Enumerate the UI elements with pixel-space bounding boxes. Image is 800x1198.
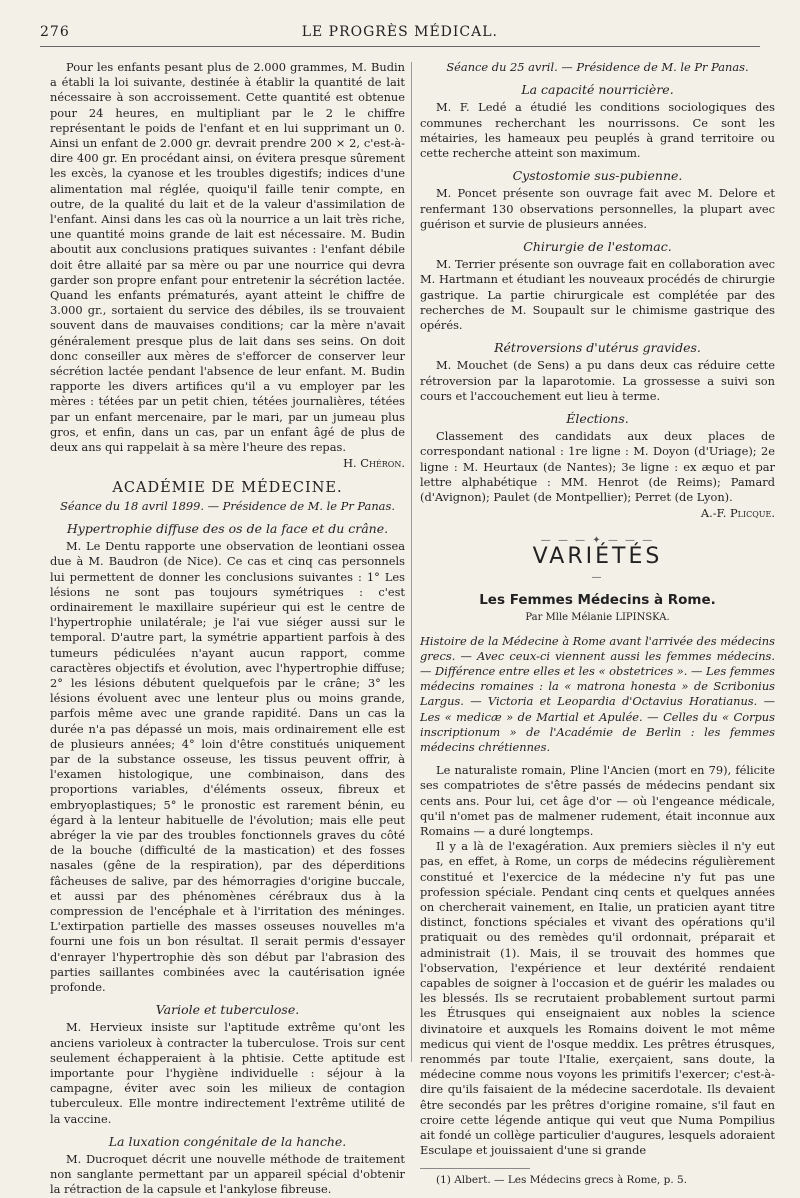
le-dentu-paragraph: M. Le Dentu rapporte une observation de leontiani ossea due à M. Baudron (de Nice). Ce cas et cinq cas personnels lui permettent de donner les conclusions suivantes : 1° Les lésions ne sont pas toujours symétriques : c'est ordinairement le maxillaire supérieur qui est le centre de l'hypertrophie unilatérale; je l'ai vue siéger aussi sur le temporal. D'autre part, la symétrie appartient parfois à des tumeurs pédiculées n'ayant aucun rapport, comme caractères objectifs et évolution, avec l'hypertrophie diffuse; 2° les lésions débutent quelquefois par le crâne; 3° les lésions évoluent avec une lenteur plus ou moins grande, parfois même avec une grande rapidité. Dans un cas la durée n'a pas dépassé un mois, mais ordinairement elle est de plusieurs années; 4° loin d'être constitués uniquement par de la substance osseuse, les tissus peuvent offrir, à l'examen histologique, une combinaison, dans des proportions variables, d'éléments osseux, fibreux et embryoplastiques; 5° le pronostic est rarement bénin, eu égard à la lenteur habituelle de l'évolution; mais elle peut abréger la vie par des troubles fonctionnels graves du côté de la bouche (difficulté de la mastication) et des fosses nasales (gêne de la respiration), par des déperditions fâcheuses de salive, par des hémorragies d'origine buccale, et aussi par des phénomènes cérébraux dus à la compression de l'encéphale et à l'irritation des méninges. L'extirpation partielle des masses osseuses nouvelles m'a fourni une fois un bon résultat. Il serait permis d'essayer d'enrayer l'hypertrophie dès son début par l'abrasion des parties saillantes combinées avec la cautérisation ignée profonde. — [50, 539, 405, 994]
section-heading-academie: ACADÉMIE DE MÉDECINE. — [112, 480, 343, 497]
subheading-capacite: La capacité nourricière. — [521, 82, 674, 98]
seance-heading: Séance du 18 avril 1899. — Présidence de M. le Pr Panas. — [60, 498, 395, 513]
budin-paragraph: Pour les enfants pesant plus de 2.000 grammes, M. Budin a établi la loi suivante, destinée à établir la quantité de lait nécessaire à son accroissement. Cette quantité est obtenue pour 24 heures, en multipliant par le 2 le chiffre représentant le poids de l'enfant et en lui supprimant un 0. Ainsi un enfant de 2.000 gr. devrait prendre 200 × 2, c'est-à-dire 400 gr. En procédant ainsi, on évitera presque sûrement les excès, la cyanose et les troubles digestifs; indices d'une alimentation mal réglée, quoiqu'il faille tenir compte, en outre, de la qualité du lait et de la valeur d'assimilation de l'enfant. Ainsi dans les cas où la nourrice a un lait très riche, une quantité moins grande de lait est nécessaire. M. Budin aboutit aux conclusions pratiques suivantes : l'enfant débile doit être allaité par sa mère ou par une nourrice qui devra garder son propre enfant pour entretenir la sécrétion lactée. Quand les enfants prématurés, ayant atteint le chiffre de 3.000 gr., sortaient du service des débiles, ils se trouvaient souvent dans de mauvaises conditions; car la mère n'avait généralement presque plus de lait dans ses seins. On doit donc conseiller aux mères de s'efforcer de conserver leur sécrétion lactée pendant l'absence de leur enfant. M. Budin rapporte les divers artifices qu'il a vu employer par les mères : tétées par un petit chien, tétées journalières, tétées par un enfant mercenaire, par le mari, par un jumeau plus gros, et enfin, dans un cas, par un enfant âgé de plus de deux ans qui rappelait à sa mère l'heure des repas. — [50, 60, 405, 455]
hervieux-paragraph: M. Hervieux insiste sur l'aptitude extrême qu'ont les anciens varioleux à contracter la tuberculose. Trois sur cent seulement échapperaient à la phtisie. Cette aptitude est importante pour l'hygiène individuelle : séjour à la campagne, éviter avec soin les milieux de contagion tuberculeux. Elle montre indirectement l'extrême utilité de la vaccine. — [50, 1020, 405, 1126]
article-byline: Par Mlle Mélanie LIPINSKA. — [525, 612, 670, 624]
elections-paragraph: Classement des candidats aux deux places de correspondant national : 1re ligne : M. Doyon (d'Uriage); 2e ligne : M. Heurtaux (de Nantes); 3e ligne : ex æquo et par lettre alphabétique : MM. Henrot (de Reims); Pamard (d'Avignon); Paulet (de Montpellier); Perret (de Lyon). — [420, 429, 775, 505]
footnote-rule — [420, 1168, 530, 1169]
terrier-paragraph: M. Terrier présente son ouvrage fait en collaboration avec M. Hartmann et étudiant les nouveaux procédés de chirurgie gastrique. La partie chirurgicale est complétée par des recherches de M. Soupault sur le chimisme gastrique des opérés. — [420, 257, 775, 333]
lede-paragraph: M. F. Ledé a étudié les conditions sociologiques des communes recherchant les nourrissons. Ce sont les métairies, les hameaux peu peuplés à grand territoire ou cette recherche atteint son maximum. — [420, 100, 775, 161]
ornament-top: — — — ✦ — — — — [540, 535, 655, 547]
subheading-luxation: La luxation congénitale de la hanche. — [108, 1133, 347, 1149]
subheading-hypertrophie: Hypertrophie diffuse des os de la face et du crâne. — [66, 520, 389, 536]
exageration-paragraph: Il y a là de l'exagération. Aux premiers siècles il n'y eut pas, en effet, à Rome, un corps de médecins régulièrement constitué et l'exercice de la médecine n'y fut pas une profession spéciale. Pendant cinq cents et quelques années on chercherait vainement, en Italie, un praticien ayant titre distinct, fonctions spéciales et vivant des opérations qu'il pratiquait ou des remèdes qu'il ordonnait, préparait et administrait (1). Mais, il se trouvait des hommes que l'observation, l'expérience et leur dextérité rendaient capables de soigner à l'occasion et de guérir les malades ou les blessés. Ils se recrutaient probablement surtout parmi les Étrusques qui enseignaient aux nobles la science divinatoire et auxquels les Romains doivent le mot même medicus qui vient de l'osque meddix. Les prêtres étrusques, renommés par toute l'Italie, exerçaient, sans doute, la médecine comme nous voyons les primitifs l'exercer; c'est-à-dire qu'ils faisaient de la médecine sacerdotale. Ils devaient être secondés par les prêtres d'origine romaine, s'il faut en croire cette légende antique qui veut que Numa Pompilius ait fondé un collège particulier d'augures, lesquels adoraient Esculape et jouissaient d'une si grande — [420, 839, 775, 1158]
signature-plicque: A.-F. Plicque. — [700, 506, 775, 521]
poncet-paragraph: M. Poncet présente son ouvrage fait avec M. Delore et renfermant 130 observations personnelles, la plupart avec guérison et survie de plusieurs années. — [420, 186, 775, 231]
varietes-heading — [420, 533, 775, 585]
seance-heading-2: Séance du 25 avril. — Présidence de M. le Pr Panas. — [446, 60, 749, 74]
right-column — [420, 60, 775, 1187]
page-header — [40, 24, 760, 44]
subheading-cystostomie: Cystostomie sus-pubienne. — [512, 168, 683, 184]
footnote: (1) Albert. — Les Médecins grecs à Rome, p. 5. — [436, 1174, 688, 1187]
page-number: 276 — [40, 24, 70, 40]
ornament-bottom: — — [591, 571, 604, 583]
article-abstract: Histoire de la Médecine à Rome avant l'arrivée des médecins grecs. — Avec ceux-ci viennent aussi les femmes médecins. — Différence entre elles et les « obstetrices ». — Les femmes médecins romaines : la « matrona honesta » de Scribonius Largus. — Victoria et Leopardia d'Octavius Horatianus. — Les « medicæ » de Martial et Apulée. — Celles du « Corpus inscriptionum » de l'Académie de Berlin : les femmes médecins chrétiennes. — [420, 633, 775, 754]
subheading-elections: Élections. — [566, 411, 629, 427]
header-rule — [40, 46, 760, 47]
ducroquet-paragraph: M. Ducroquet décrit une nouvelle méthode de traitement non sanglante permettant par un appareil spécial d'obtenir la rétraction de la capsule et l'ankylose fibreuse. — [50, 1152, 405, 1197]
column-divider — [411, 62, 412, 1062]
journal-title: LE PROGRÈS MÉDICAL. — [301, 24, 498, 40]
signature-cheron: H. Chéron. — [343, 456, 405, 471]
article-title: Les Femmes Médecins à Rome. — [479, 592, 716, 609]
left-column — [50, 60, 405, 1197]
mouchet-paragraph: M. Mouchet (de Sens) a pu dans deux cas réduire cette rétroversion par la laparotomie. La grossesse a suivi son cours et l'accouchement eut lieu à terme. — [420, 358, 775, 403]
subheading-variole: Variole et tuberculose. — [155, 1002, 300, 1018]
subheading-estomac: Chirurgie de l'estomac. — [523, 239, 672, 255]
pline-paragraph: Le naturaliste romain, Pline l'Ancien (mort en 79), félicite ses compatriotes de s'être passés de médecins pendant six cents ans. Pour lui, cet âge d'or — où l'engeance médicale, qu'il n'omet pas de malmener rudement, était inconnue aux Romains — a duré longtemps. — [420, 763, 775, 838]
subheading-retroversions: Rétroversions d'utérus gravides. — [494, 340, 701, 356]
varietes-title: VARIÉTÉS — [532, 543, 663, 569]
